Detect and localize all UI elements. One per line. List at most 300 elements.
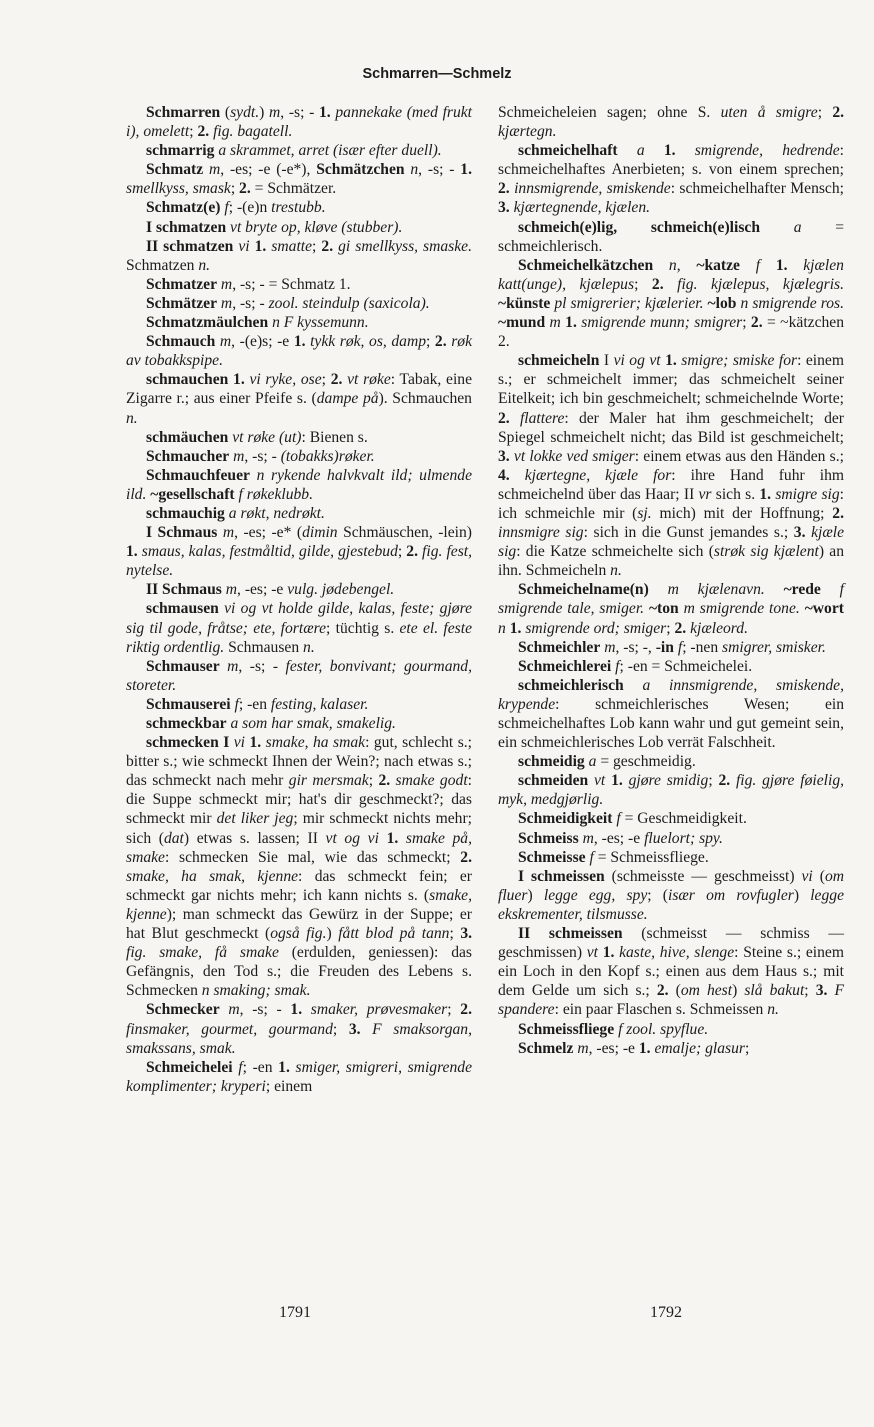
headword: 1. (460, 161, 472, 179)
translation: F spandere (498, 982, 845, 1019)
entry-text: = Geschmeidigkeit. (620, 810, 747, 828)
entry-text: ( (668, 982, 681, 1000)
entry-text: ; (817, 104, 833, 121)
dictionary-entry (126, 428, 472, 447)
headword: Schmauchfeuer (146, 466, 250, 484)
headword: schmecken I (146, 734, 230, 752)
entry-text: : die Suppe schmeckt mir; hat's dir geschmeckt?; das schmeckt mir (126, 772, 472, 828)
headword: I schmeissen (518, 867, 605, 885)
translation: smigre; smiske for (681, 352, 798, 370)
translation: m (220, 275, 233, 293)
translation: især om rovfugler (668, 886, 794, 904)
translation: vi og vt holde gilde, kalas, feste; gjøre sig til gode, fråtse; ete, fortære (126, 600, 472, 637)
dictionary-entry (498, 924, 844, 1019)
dictionary-entry (126, 313, 472, 332)
entry-text: , -s; - (244, 447, 281, 465)
headword: 1. (293, 333, 306, 351)
translation: kjæleord. (690, 619, 748, 637)
headword: Schmaucher (146, 447, 230, 465)
translation: n. (610, 562, 622, 580)
dictionary-entry (126, 1000, 472, 1057)
dictionary-entry (498, 256, 844, 351)
entry-text: = Schmeissfliege. (593, 848, 709, 866)
headword: Schmeichler (518, 638, 601, 656)
dictionary-entry (126, 580, 472, 599)
headword: 2. (651, 275, 664, 293)
translation: n. (767, 1001, 779, 1019)
entry-text: ; (447, 1001, 461, 1019)
translation: f smigrende tale, smiger. (498, 581, 844, 618)
dictionary-entry (498, 752, 844, 771)
translation: slå bakut (744, 982, 805, 1000)
translation: vt bryte op, kløve (stubber). (230, 218, 403, 236)
headword: 1. (759, 485, 772, 503)
entry-text (760, 257, 776, 274)
translation: a skrammet, arret (især efter duell). (218, 142, 442, 160)
entry-text: : gut, schlecht s.; bitter s.; wie schmeckt Ihnen der Wein?; nach etwas s.; das schmeckt nach mehr (126, 734, 473, 790)
translation: m (269, 104, 281, 121)
headword: 4. (498, 466, 510, 484)
translation: flattere (519, 409, 565, 427)
headword: 2. (718, 772, 731, 790)
entry-text: : ich schmeichle mir ( (498, 485, 845, 522)
headword: 3. (348, 1020, 361, 1038)
headword: 2. (460, 1001, 472, 1019)
translation: f (234, 695, 239, 713)
entry-text: , -s; - = Schmatz 1. (232, 275, 351, 293)
dictionary-entry (498, 638, 844, 657)
translation: pl smigrerier; kjælerier. (554, 294, 704, 312)
translation: m (220, 294, 233, 312)
entry-text: , -s; -, (615, 638, 656, 656)
dictionary-entry (498, 351, 844, 580)
headword: 2. (406, 543, 418, 561)
headword: 1. (611, 772, 623, 790)
entry-text (510, 467, 525, 484)
headword: -in (655, 638, 674, 656)
translation: om fluer (498, 867, 844, 904)
entry-text: ; einem (265, 1077, 313, 1095)
translation: tykk røk, os, damp (310, 333, 427, 351)
entry-text: ) an ihn. Schmeicheln (498, 543, 844, 580)
translation: smake på, smake (126, 829, 472, 866)
headword: II schmeissen (518, 925, 623, 943)
headword: ~lob (707, 294, 737, 312)
entry-text: : das schmeckt fein; er schmeckt gar nichts mehr; ich kann nichts s. ( (126, 867, 472, 904)
entry-text: ). Schmauchen (378, 390, 472, 408)
dictionary-entry (126, 599, 472, 656)
translation: kaste, hive, slenge (619, 944, 735, 962)
entry-text: ; tüchtig s. (326, 619, 400, 637)
headword: 1. (386, 829, 399, 847)
headword: 2. (832, 104, 845, 121)
translation: m (219, 333, 232, 351)
translation: m (233, 447, 245, 465)
dictionary-entry (126, 1058, 472, 1096)
entry-text: ; (312, 237, 322, 255)
entry-text: ; (742, 314, 751, 332)
translation: n F kyssemunn. (272, 314, 369, 332)
headword: 2. (656, 982, 669, 1000)
headword: schmeiden (518, 772, 589, 790)
dictionary-entry (126, 141, 472, 160)
headword: ~katze (696, 256, 740, 274)
headword: Schmauser (146, 657, 220, 675)
translation: vi (801, 867, 813, 885)
entry-text: ; (666, 619, 675, 637)
dictionary-entry (126, 695, 472, 714)
translation: sj. (637, 504, 652, 522)
translation: dimin (302, 524, 338, 542)
entry-text: , -(e)s; -e (231, 333, 294, 351)
dictionary-entry (126, 370, 472, 427)
translation: vulg. jødebengel. (287, 581, 395, 599)
translation: a (636, 142, 645, 160)
translation: f zool. spyflue. (618, 1020, 709, 1038)
translation: vi (238, 237, 250, 255)
entry-text: ) (326, 925, 339, 943)
entry-text (821, 581, 840, 598)
entry-text: (schmeisst — schmiss — geschmissen) (498, 925, 845, 962)
entry-text (760, 219, 794, 236)
headword: Schmatzer (146, 275, 218, 293)
entry-text: : einem s.; er schmeichelt immer; das schmeichelt seiner Eitelkeit; ich bin geschmeichelt; schmeichelnde Worte; (498, 352, 844, 408)
headword: schmausen (146, 600, 219, 618)
entry-text: ; (449, 925, 461, 943)
entry-text: ; (708, 772, 719, 790)
left-column (126, 103, 472, 1096)
translation: n. (198, 256, 211, 274)
translation: m (604, 638, 616, 656)
translation: f (615, 657, 620, 675)
page-number-right: 1792 (650, 1304, 682, 1321)
headword: Schmeissfliege (518, 1020, 615, 1038)
headword: 1. (254, 237, 267, 255)
headword: 1. (602, 944, 615, 962)
translation: kjæle sig (498, 524, 844, 561)
entry-text (624, 677, 643, 694)
dictionary-entry (498, 676, 844, 752)
entry-text: : ihre Hand fuhr ihm schmeichelnd über das Haar; II (498, 466, 844, 503)
entry-text: Schmäuschen, -lein) (337, 524, 472, 542)
entry-text: ; (189, 123, 198, 141)
translation: røk av tobakkspipe. (126, 333, 472, 370)
translation: a (588, 753, 597, 771)
translation: smaus, kalas, festmåltid, gilde, gjestebud (141, 543, 398, 561)
entry-text: sich s. (711, 485, 760, 503)
entry-text (618, 142, 637, 159)
translation: smaker, prøvesmaker (310, 1001, 448, 1019)
headword: 1. (565, 314, 577, 332)
entry-text: ; (368, 772, 379, 790)
translation: f (224, 199, 229, 217)
translation: finsmaker, gourmet, gourmand (126, 1020, 333, 1038)
dictionary-entry (498, 867, 844, 924)
dictionary-entry (126, 332, 472, 370)
entry-text: , -es; -e (237, 581, 288, 599)
translation: gjøre smidig (628, 772, 709, 790)
entry-text: , -s; - (232, 294, 269, 312)
headword: 2. (498, 180, 510, 198)
translation: også fig. (270, 925, 327, 943)
entry-text: ; (634, 275, 652, 293)
headword: schmäuchen (146, 428, 229, 446)
translation: fig. kjælepus, kjælegris. (677, 275, 845, 293)
dictionary-entry (498, 809, 844, 828)
translation: a innsmigrende, smiskende, krypende (498, 676, 844, 713)
translation: f (755, 256, 761, 274)
translation: fester, bonvivant; gourmand, storeter. (126, 657, 472, 694)
translation: fig. gjøre føielig, myk, medgjørlig. (498, 772, 845, 809)
translation: smatte (271, 237, 313, 255)
translation: m (208, 161, 221, 179)
translation: dat (163, 829, 184, 847)
translation: smigrende ord; smiger (525, 619, 667, 637)
dictionary-entry (126, 275, 472, 294)
entry-text (827, 982, 834, 999)
headword: 3. (498, 447, 510, 465)
translation: n rykende halvkvalt ild; ulmende ild. (126, 466, 472, 503)
entry-text: ) etwas s. lassen; II (183, 829, 326, 847)
translation: n smigrende ros. (740, 294, 845, 312)
translation: vt (586, 944, 598, 962)
translation: vt lokke ved smiger (513, 447, 635, 465)
translation: strøk sig kjælent (713, 543, 819, 561)
entry-text: , -s; - (238, 657, 286, 675)
translation: det liker jeg (216, 810, 294, 828)
headword: ~gesellschaft (150, 485, 235, 503)
headword: Schmauserei (146, 695, 231, 713)
entry-text: : Bienen s. (301, 428, 368, 446)
dictionary-entry (126, 523, 472, 580)
translation: n smaking; smak. (201, 982, 311, 1000)
translation: legge egg, spy (543, 886, 648, 904)
entry-text (788, 257, 804, 274)
translation: m (549, 314, 561, 332)
headword: 1. (290, 1001, 303, 1019)
entry-text (361, 1021, 373, 1038)
headword: II Schmaus (146, 581, 222, 599)
dictionary-entry (126, 657, 472, 695)
headword: Schmeidigkeit (518, 810, 613, 828)
translation: kjærtegne, kjæle for (524, 466, 672, 484)
headword: I Schmaus (146, 524, 218, 542)
headword: 2. (321, 237, 334, 255)
translation: smigre sig (775, 485, 840, 503)
entry-text: mich) mit der Hoffnung; (651, 504, 833, 522)
entry-text: Schmausen (224, 638, 304, 656)
translation: m (222, 524, 235, 542)
translation: vi (233, 734, 246, 752)
translation: ete el. feste riktig ordentlig. (126, 619, 473, 656)
headword: II schmatzen (146, 237, 234, 255)
headword: 2. (460, 848, 472, 866)
entry-text: , -es; -e (588, 1039, 639, 1057)
translation: om hest (680, 982, 733, 1000)
entry-text (653, 257, 669, 274)
headword: Schmeichelei (146, 1058, 233, 1076)
headword: 1. (665, 352, 677, 370)
entry-text: , -s; - (280, 104, 319, 121)
entry-text: , -es; -e (-e*), (220, 161, 317, 179)
dictionary-entry (126, 714, 472, 733)
entry-text: ; (426, 333, 435, 351)
entry-text (645, 142, 664, 159)
headword: 1. (775, 256, 788, 274)
entry-text: ; -en (238, 695, 271, 713)
translation: f (238, 1058, 243, 1076)
translation: fig. smake, få smake (126, 944, 279, 962)
entry-text: Schmeicheleien sagen; ohne S. (498, 104, 721, 121)
entry-text: (erdulden, geniessen): das Gefängnis, den Tod s.; die Freuden des Lebens s. Schmecken (126, 944, 472, 1000)
translation: n (668, 256, 677, 274)
entry-text: ) (793, 886, 811, 904)
translation: fig. fest, nytelse. (126, 543, 472, 580)
entry-text: ; -nen (682, 638, 723, 656)
translation: kjælen katt(unge), kjælepus (498, 256, 844, 293)
translation: m (225, 581, 238, 599)
headword: Schmatz(e) (146, 199, 221, 217)
headword: Schmeiss (518, 829, 579, 847)
entry-text (510, 410, 520, 427)
headword: Schmeichelkätzchen (518, 256, 654, 274)
translation: smiger, smigreri, smigrende komplimenter; kryperi (126, 1058, 472, 1095)
dictionary-entry (126, 466, 472, 504)
translation: smake godt (395, 772, 468, 790)
translation: uten å smigre (720, 104, 818, 121)
dictionary-entry (498, 141, 844, 217)
translation: festing, kalaser. (270, 695, 369, 713)
headword: Schmätzchen (316, 161, 405, 179)
dictionary-entry (126, 160, 472, 198)
translation: innsmigrende, smiskende (514, 180, 671, 198)
translation: pannekake (med frukt i), omelett (126, 104, 473, 141)
headword: 1. (278, 1058, 290, 1076)
headword: ~mund (498, 314, 546, 332)
translation: a røkt, nedrøkt. (228, 504, 325, 522)
translation: f (616, 810, 621, 828)
headword: 2. (197, 123, 210, 141)
entry-text: , -s; - (418, 161, 461, 179)
translation: vr (698, 485, 712, 503)
entry-text: : schmeichlerisches Wesen; ein schmeichelhaftes Lob kann wahr und gut gemeint sein, ein schmeichlerisches Lob verrät Falschheit. (498, 695, 844, 752)
translation: (tobakks)røker. (280, 447, 375, 465)
translation: kjærtegnende, kjælen. (513, 199, 651, 217)
headword: ~künste (498, 294, 551, 312)
headword: 1. (318, 104, 331, 121)
entry-text: : einem etwas aus den Händen s.; (634, 447, 844, 465)
entry-text: ; (321, 371, 331, 389)
entry-text: , -es; -e (593, 829, 645, 847)
entry-text: ; (332, 1020, 349, 1038)
dictionary-entry (126, 294, 472, 313)
headword: Schmeichelname(n) (518, 581, 649, 599)
dictionary-entry (498, 771, 844, 809)
dictionary-entry (126, 218, 472, 237)
dictionary-entry (126, 103, 472, 141)
entry-text (302, 1001, 311, 1018)
entry-text: : schmecken Sie mal, wie das schmeckt; (164, 848, 461, 866)
entry-text: ; ( (647, 886, 668, 904)
entry-text: ); man schmeckt das Gewürz in der Suppe; er hat Blut geschmeckt ( (126, 905, 472, 943)
translation: fått blod på tann (338, 925, 450, 943)
entry-text: ; -en (242, 1058, 279, 1076)
entry-text: : der Maler hat ihm geschmeichelt; der Spiegel schmeichelt nicht; das Bild ist geschmeichelt; (498, 409, 844, 446)
headword: Schmauch (146, 333, 216, 351)
right-column (498, 103, 844, 1058)
headword: 1. (663, 142, 676, 160)
translation: smigrer, smisker. (722, 638, 826, 656)
translation: vt (593, 772, 606, 790)
entry-text: : Tabak, eine Zigarre r.; aus einer Pfeife s. ( (126, 371, 472, 408)
headword: 2. (498, 409, 510, 427)
dictionary-entry (498, 580, 844, 637)
entry-text: : sich in die Gunst jemandes s.; (583, 524, 794, 542)
entry-text: : ein paar Flaschen s. Schmeissen (554, 1001, 768, 1019)
headword: I schmatzen (146, 218, 227, 236)
translation: m (228, 1001, 240, 1019)
translation: m smigrende tone. (683, 600, 800, 618)
dictionary-entry (126, 198, 472, 217)
translation: gi smellkyss, smaske. (338, 237, 472, 255)
headword: 3. (460, 925, 473, 943)
dictionary-entry (498, 218, 844, 256)
translation: m (582, 829, 594, 847)
headword: Schmeisse (518, 848, 586, 866)
translation: n (410, 161, 419, 179)
headword: ~ton (648, 600, 679, 618)
translation: fluelort; spy. (644, 829, 723, 847)
headword: 1. (509, 619, 522, 637)
dictionary-entry (126, 237, 472, 275)
translation: n. (126, 409, 138, 427)
entry-text: ( (812, 867, 825, 885)
dictionary-entry (126, 504, 472, 523)
entry-text: , (676, 256, 697, 274)
translation: F smaksorgan, smakssans, smak. (126, 1020, 473, 1057)
entry-text: ( (220, 104, 231, 121)
entry-text: I (599, 352, 614, 370)
translation: gir mersmak (288, 772, 369, 790)
headword: 3. (815, 982, 828, 1000)
headword: 2. (674, 619, 687, 637)
translation: sydt. (230, 104, 260, 121)
entry-text (740, 257, 756, 274)
headword: 2. (832, 504, 844, 522)
translation: vt og vi (325, 829, 379, 847)
translation: fig. bagatell. (213, 123, 293, 141)
headword: 2. (750, 314, 763, 332)
translation: m (227, 657, 239, 675)
headword: Schmätzer (146, 294, 218, 312)
entry-text: : schmeichelhaftes Anerbieten; s. von einem sprechen; (498, 142, 844, 179)
translation: smake, ha smak, kjenne (126, 867, 299, 885)
translation: a som har smak, smakelig. (230, 715, 396, 732)
translation: f (677, 638, 683, 656)
translation: n. (303, 638, 315, 656)
translation: smake, ha smak (265, 734, 366, 752)
entry-text: ; -en = Schmeichelei. (619, 657, 753, 675)
translation: innsmigre sig (498, 524, 584, 542)
headword: schmauchig (146, 504, 225, 522)
dictionary-entry (498, 848, 844, 867)
translation: legge ekskrementer, tilsmusse. (498, 886, 844, 923)
entry-text (220, 658, 227, 675)
headword: Schmeichlerei (518, 657, 612, 675)
entry-text: = Schmätzer. (250, 180, 337, 198)
page-number-left: 1791 (279, 1304, 311, 1321)
headword: 2. (239, 180, 251, 198)
